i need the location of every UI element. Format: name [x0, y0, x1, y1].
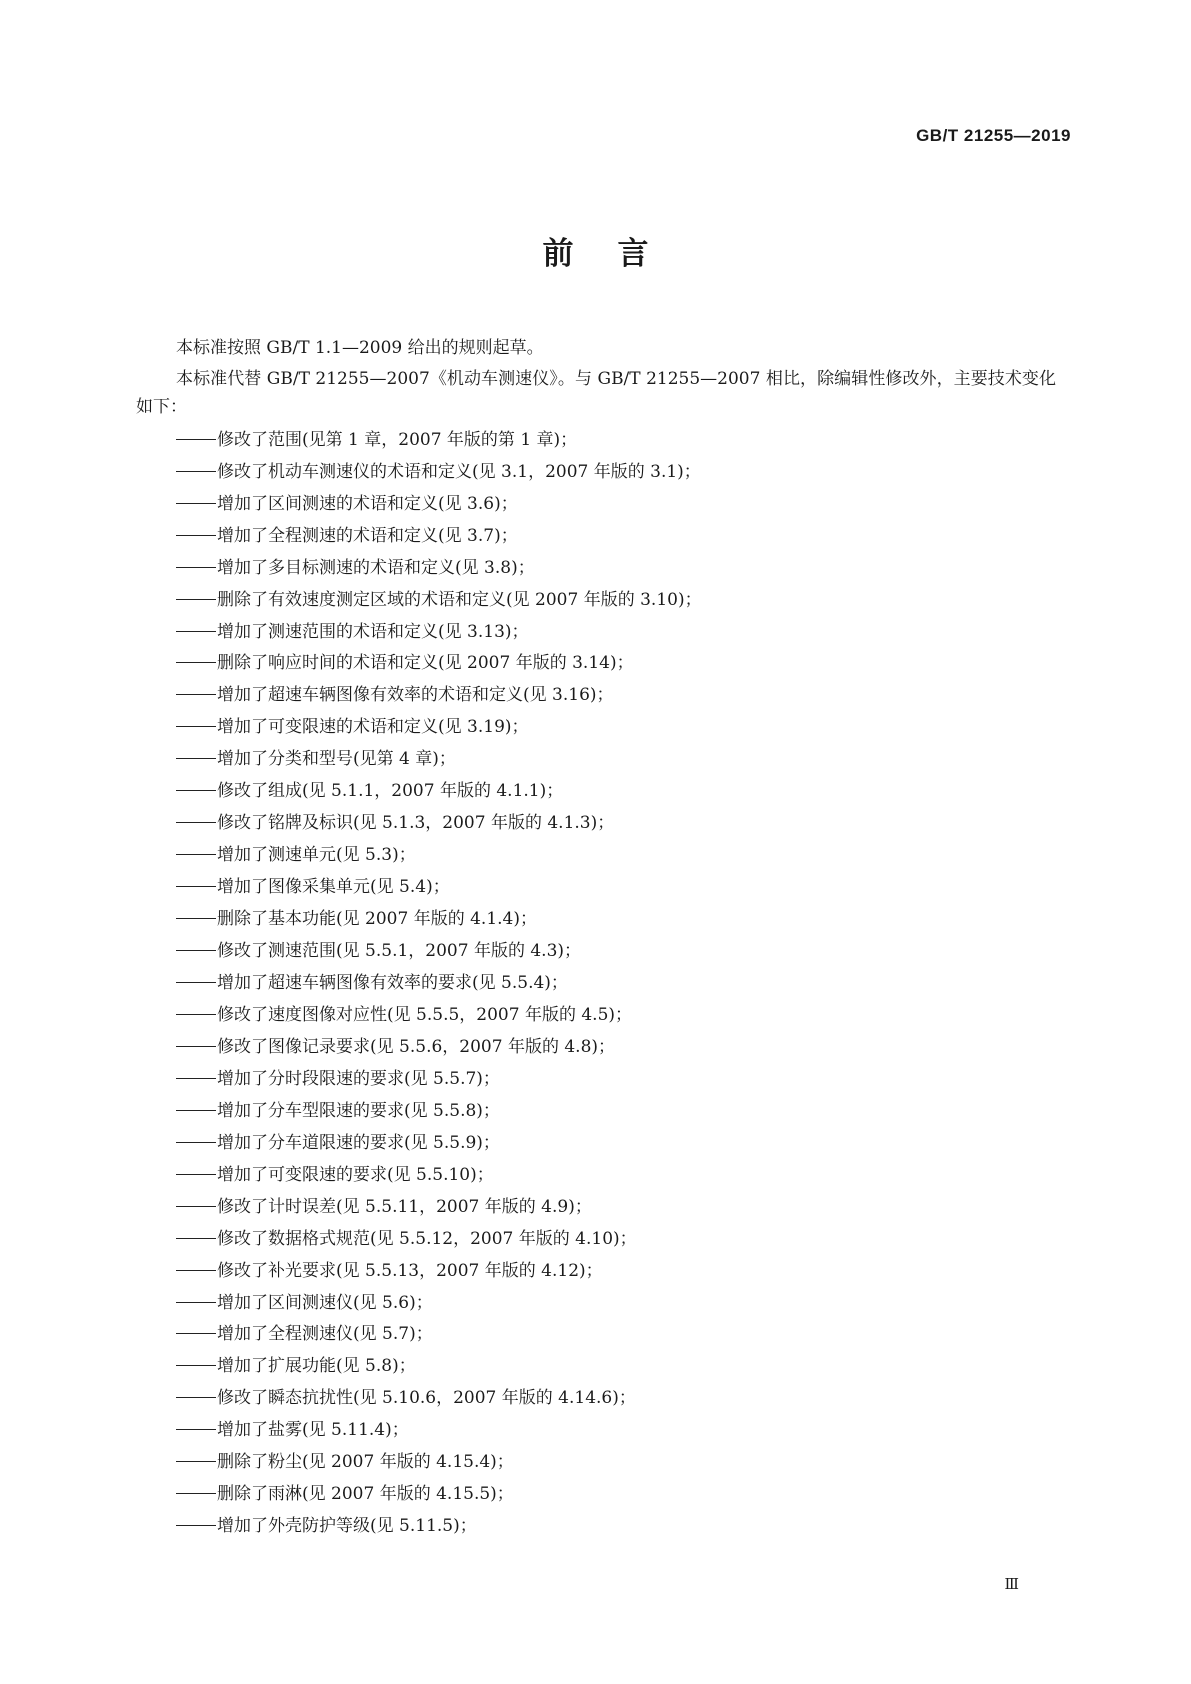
change-item	[176, 585, 1056, 617]
change-item-text: 增加了区间测速仪(见 5.6)；	[217, 1292, 433, 1313]
change-item-text: 增加了全程测速的术语和定义(见 3.7)；	[217, 525, 518, 546]
change-item	[176, 489, 1056, 521]
change-item-text: 增加了分时段限速的要求(见 5.5.7)；	[217, 1068, 500, 1089]
change-item	[176, 904, 1056, 936]
change-item	[176, 1511, 1056, 1543]
change-item-text: 增加了超速车辆图像有效率的要求(见 5.5.4)；	[217, 973, 568, 993]
change-item	[176, 840, 1056, 872]
em-dash-marker	[176, 567, 216, 568]
change-item	[176, 744, 1056, 776]
change-item	[176, 1064, 1056, 1096]
change-item	[176, 553, 1056, 585]
change-item-text: 增加了扩展功能(见 5.8)；	[217, 1356, 416, 1377]
em-dash-marker	[176, 503, 216, 504]
change-item	[176, 776, 1056, 808]
change-item-text: 增加了分类和型号(见第 4 章)；	[217, 749, 456, 770]
em-dash-marker	[176, 1238, 216, 1239]
change-item-text: 增加了外壳防护等级(见 5.11.5)；	[217, 1516, 477, 1537]
change-item	[176, 1351, 1056, 1383]
change-item	[176, 680, 1056, 712]
change-item	[176, 1192, 1056, 1224]
intro-paragraph-2: 本标准代替 GB/T 21255—2007《机动车测速仪》。与 GB/T 21255—2007 相比，除编辑性修改外，主要技术变化如下：	[136, 368, 1056, 418]
em-dash-marker	[176, 790, 216, 791]
change-item-text: 增加了图像采集单元(见 5.4)；	[217, 877, 450, 898]
change-item-text: 修改了铭牌及标识(见 5.1.3，2007 年版的 4.1.3)；	[217, 813, 615, 834]
em-dash-marker	[176, 1397, 216, 1398]
change-item-text: 修改了图像记录要求(见 5.5.6，2007 年版的 4.8)；	[217, 1036, 616, 1057]
em-dash-marker	[176, 950, 216, 951]
change-item-text: 增加了分车型限速的要求(见 5.5.8)；	[217, 1100, 500, 1121]
em-dash-marker	[176, 1014, 216, 1015]
em-dash-marker	[176, 1270, 216, 1271]
em-dash-marker	[176, 599, 216, 600]
change-item-text: 修改了机动车测速仪的术语和定义(见 3.1，2007 年版的 3.1)；	[217, 461, 701, 482]
change-item	[176, 872, 1056, 904]
change-item	[176, 1288, 1056, 1320]
em-dash-marker	[176, 694, 216, 695]
technical-changes-list	[136, 425, 1056, 1543]
change-item-text: 删除了响应时间的术语和定义(见 2007 年版的 3.14)；	[217, 653, 634, 674]
em-dash-marker	[176, 471, 216, 472]
em-dash-marker	[176, 662, 216, 663]
change-item	[176, 1383, 1056, 1415]
em-dash-marker	[176, 1046, 216, 1047]
standard-number: GB/T 21255—2019	[916, 126, 1071, 145]
em-dash-marker	[176, 1429, 216, 1430]
em-dash-marker	[176, 535, 216, 536]
em-dash-marker	[176, 1493, 216, 1494]
change-item-text: 修改了补光要求(见 5.5.13，2007 年版的 4.12)；	[217, 1260, 603, 1281]
page-number: Ⅲ	[1004, 1575, 1019, 1593]
change-item	[176, 1319, 1056, 1351]
em-dash-marker	[176, 439, 216, 440]
change-item	[176, 1415, 1056, 1447]
em-dash-marker	[176, 1333, 216, 1334]
change-item	[176, 1447, 1056, 1479]
change-item	[176, 1479, 1056, 1511]
em-dash-marker	[176, 726, 216, 727]
change-item-text: 删除了有效速度测定区域的术语和定义(见 2007 年版的 3.10)；	[217, 589, 702, 610]
em-dash-marker	[176, 631, 216, 632]
change-item-text: 修改了组成(见 5.1.1，2007 年版的 4.1.1)；	[217, 781, 564, 802]
change-item	[176, 1096, 1056, 1128]
change-item	[176, 648, 1056, 680]
em-dash-marker	[176, 886, 216, 887]
change-item-text: 增加了盐雾(见 5.11.4)；	[217, 1420, 409, 1441]
change-item	[176, 457, 1056, 489]
em-dash-marker	[176, 1525, 216, 1526]
change-item-text: 修改了范围(见第 1 章，2007 年版的第 1 章)；	[217, 429, 578, 450]
em-dash-marker	[176, 1078, 216, 1079]
em-dash-marker	[176, 1365, 216, 1366]
change-item	[176, 1224, 1056, 1256]
change-item	[176, 1032, 1056, 1064]
em-dash-marker	[176, 1461, 216, 1462]
change-item-text: 增加了超速车辆图像有效率的术语和定义(见 3.16)；	[217, 685, 614, 706]
em-dash-marker	[176, 1206, 216, 1207]
em-dash-marker	[176, 758, 216, 759]
em-dash-marker	[176, 1302, 216, 1303]
change-item-text: 删除了基本功能(见 2007 年版的 4.1.4)；	[217, 909, 537, 930]
change-item-text: 增加了测速单元(见 5.3)；	[217, 845, 416, 866]
change-item-text: 删除了粉尘(见 2007 年版的 4.15.4)；	[217, 1452, 514, 1473]
change-item-text: 增加了可变限速的术语和定义(见 3.19)；	[217, 717, 529, 738]
document-body	[136, 333, 1056, 1543]
change-item	[176, 712, 1056, 744]
change-item	[176, 1256, 1056, 1288]
change-item-text: 修改了速度图像对应性(见 5.5.5，2007 年版的 4.5)；	[217, 1004, 633, 1025]
change-item	[176, 521, 1056, 553]
change-item	[176, 425, 1056, 457]
change-item-text: 增加了分车道限速的要求(见 5.5.9)；	[217, 1132, 500, 1153]
change-item	[176, 1128, 1056, 1160]
change-item-text: 删除了雨淋(见 2007 年版的 4.15.5)；	[217, 1484, 514, 1505]
change-item-text: 修改了测速范围(见 5.5.1，2007 年版的 4.3)；	[217, 941, 582, 962]
change-item-text: 增加了区间测速的术语和定义(见 3.6)；	[217, 493, 518, 514]
change-item-text: 增加了可变限速的要求(见 5.5.10)；	[217, 1164, 494, 1185]
change-item	[176, 968, 1056, 1000]
change-item-text: 修改了瞬态抗扰性(见 5.10.6，2007 年版的 4.14.6)；	[217, 1388, 636, 1409]
page-title: 前言	[542, 236, 693, 272]
em-dash-marker	[176, 918, 216, 919]
em-dash-marker	[176, 1142, 216, 1143]
change-item-text: 增加了全程测速仪(见 5.7)；	[217, 1324, 433, 1345]
change-item-text: 修改了数据格式规范(见 5.5.12，2007 年版的 4.10)；	[217, 1228, 637, 1249]
em-dash-marker	[176, 822, 216, 823]
change-item	[176, 617, 1056, 649]
change-item-text: 修改了计时误差(见 5.5.11，2007 年版的 4.9)；	[217, 1196, 592, 1217]
change-item	[176, 936, 1056, 968]
change-item	[176, 1000, 1056, 1032]
em-dash-marker	[176, 1174, 216, 1175]
em-dash-marker	[176, 982, 216, 983]
change-item	[176, 1160, 1056, 1192]
intro-paragraph-1: 本标准按照 GB/T 1.1—2009 给出的规则起草。	[176, 338, 544, 358]
change-item-text: 增加了多目标测速的术语和定义(见 3.8)；	[217, 557, 535, 578]
em-dash-marker	[176, 854, 216, 855]
change-item-text: 增加了测速范围的术语和定义(见 3.13)；	[217, 621, 529, 642]
change-item	[176, 808, 1056, 840]
em-dash-marker	[176, 1110, 216, 1111]
